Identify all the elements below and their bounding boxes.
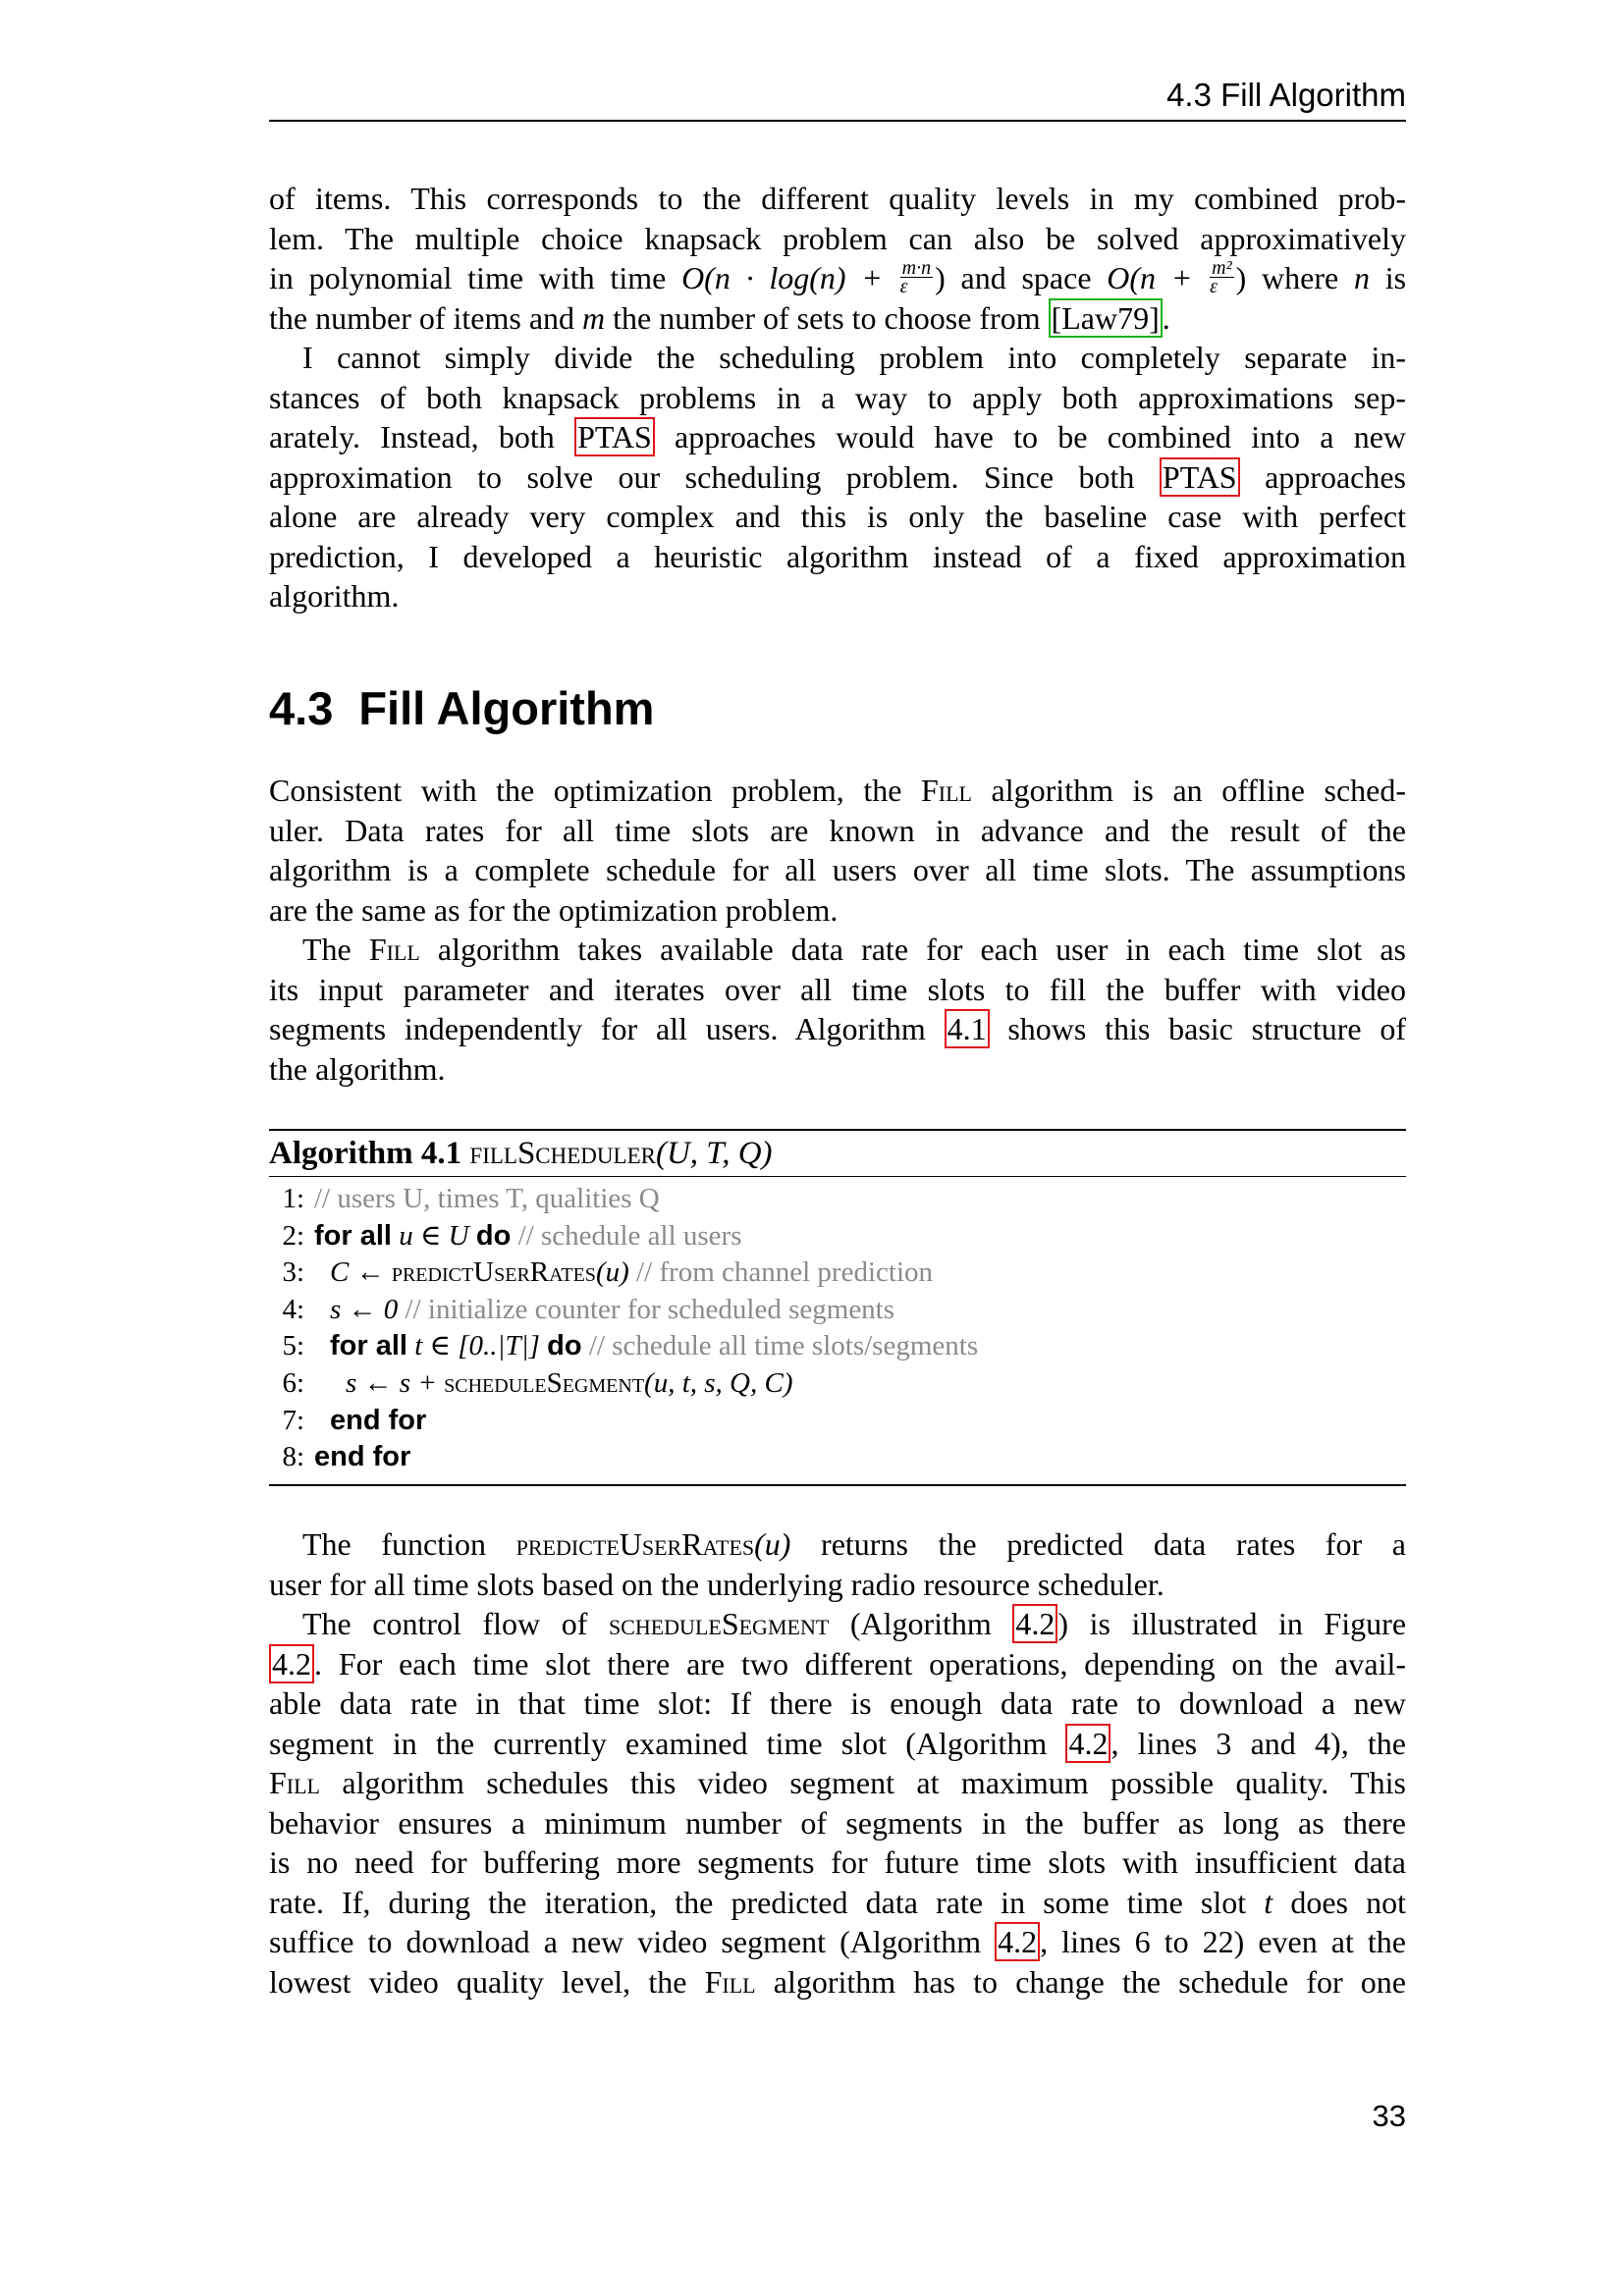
- algorithm-name: Fill: [704, 1963, 756, 2000]
- text-line: stances of both knapsack problems in a way to apply both approximations sep-: [269, 379, 1406, 415]
- algorithm-name: Fill: [368, 932, 420, 967]
- math-run: (u, t, s, Q, C): [644, 1366, 793, 1399]
- text-run: approaches would have to be combined into a new: [654, 419, 1407, 454]
- algorithm-ref-link[interactable]: 4.2: [995, 1922, 1040, 1961]
- algorithm-line: [269, 1255, 1406, 1292]
- text-run: ) is illustrated in Figure: [1057, 1606, 1407, 1641]
- section-heading: [269, 681, 654, 735]
- algorithm-ref-link[interactable]: 4.2: [1065, 1724, 1110, 1763]
- keyword: do: [547, 1330, 582, 1362]
- text-line: prediction, I developed a heuristic algorithm instead of a fixed approximation: [269, 538, 1406, 574]
- math-run: s ← 0: [330, 1293, 399, 1325]
- text-run: the number of sets to choose from: [605, 299, 1049, 336]
- function-name: predictUserRates: [391, 1256, 596, 1289]
- text-run: algorithm has to change the schedule for one: [755, 1963, 1407, 2000]
- acronym-link[interactable]: PTAS: [574, 417, 655, 456]
- text-line: algorithm.: [269, 578, 400, 614]
- algorithm-header: [269, 1131, 1406, 1177]
- text-line: [269, 457, 1406, 498]
- paragraph-6: [269, 1604, 1406, 2002]
- text-line: the algorithm.: [269, 1050, 446, 1087]
- line-number: 3:: [282, 1256, 304, 1289]
- text-line: [269, 1962, 1406, 2002]
- math-run: (u): [595, 1256, 629, 1289]
- text-run: lowest video quality level, the: [269, 1963, 705, 2000]
- math-run: t ∈ [0..|T|]: [406, 1330, 548, 1362]
- line-number: 2:: [282, 1219, 304, 1252]
- text-run: algorithm takes available data rate for each user in each time slot as: [419, 932, 1407, 967]
- algorithm-line: [269, 1365, 1406, 1403]
- section-number: 4.3: [269, 682, 334, 734]
- running-head: [269, 71, 1406, 122]
- text-run: algorithm is an offline sched-: [971, 773, 1407, 808]
- algorithm-name: Fill: [269, 1765, 320, 1800]
- math-run: O(n +: [1107, 260, 1209, 295]
- text-line: [269, 1724, 1406, 1764]
- text-line: alone are already very complex and this is only the baseline case with perfect: [269, 499, 1406, 534]
- math-run: m: [582, 299, 606, 336]
- text-run: Consistent with the optimization problem, the: [269, 773, 921, 808]
- text-run: shows this basic structure of: [989, 1011, 1407, 1046]
- line-number: 1:: [282, 1183, 304, 1214]
- text-run: , lines 6 to 22) even at the: [1040, 1924, 1407, 1959]
- text-line: uler. Data rates for all time slots are known in advance and the result of the: [269, 812, 1406, 848]
- algorithm-line: [269, 1403, 1406, 1440]
- paragraph-2: [269, 338, 1406, 616]
- line-number: 5:: [282, 1330, 304, 1362]
- text-line: [269, 1524, 1406, 1565]
- keyword: end for: [314, 1441, 411, 1473]
- text-run: suffice to download a new video segment (Algorithm: [269, 1924, 996, 1959]
- algorithm-name: Fill: [920, 773, 972, 808]
- math-run: n: [1353, 260, 1370, 295]
- fraction: [899, 257, 933, 298]
- algorithm-line: [269, 1439, 1406, 1476]
- algorithm-ref-link[interactable]: 4.2: [1012, 1604, 1057, 1643]
- algorithm-args: (U, T, Q): [655, 1136, 773, 1171]
- math-run: (u): [754, 1526, 791, 1562]
- text-run: in polynomial time with time: [269, 260, 682, 295]
- text-run: , lines 3 and 4), the: [1110, 1725, 1407, 1761]
- text-line: [269, 1763, 1406, 1803]
- text-line: is no need for buffering more segments for future time slots with insufficient data: [269, 1844, 1406, 1880]
- line-number: 4:: [282, 1293, 304, 1325]
- keyword: for all: [330, 1330, 407, 1362]
- text-run: The control flow of: [302, 1606, 609, 1641]
- paragraph-5: [269, 1524, 1406, 1604]
- fraction-numerator: m²: [1212, 257, 1232, 280]
- algorithm-line: [269, 1328, 1406, 1365]
- text-run: .: [1162, 299, 1170, 336]
- algorithm-comment: // users U, times T, qualities Q: [314, 1183, 660, 1214]
- running-head-text: 4.3 Fill Algorithm: [1166, 77, 1406, 113]
- text-run: algorithm schedules this video segment at maximum possible quality. This: [320, 1765, 1406, 1800]
- algorithm-body: [269, 1177, 1406, 1486]
- text-run: (Algorithm: [829, 1606, 1013, 1641]
- algorithm-line: [269, 1218, 1406, 1255]
- paragraph-1: [269, 179, 1406, 338]
- line-number: 6:: [282, 1366, 304, 1399]
- keyword: for all: [314, 1219, 392, 1252]
- text-line: [269, 1009, 1406, 1049]
- math-run: s ← s +: [346, 1366, 445, 1399]
- algorithm-comment: // initialize counter for scheduled segments: [398, 1293, 895, 1325]
- text-run: segments independently for all users. Algorithm: [269, 1011, 945, 1046]
- text-run: rate. If, during the iteration, the predicted data rate in some time slot: [269, 1884, 1265, 1920]
- text-run: approaches: [1239, 458, 1407, 495]
- text-run: does not: [1272, 1884, 1407, 1920]
- math-run: O(n · log(n) +: [681, 260, 898, 295]
- text-run: returns the predicted data rates for a: [790, 1526, 1407, 1562]
- page-number: 33: [1372, 2099, 1406, 2133]
- keyword: do: [475, 1219, 512, 1252]
- text-line: [269, 417, 1406, 457]
- math-run: t: [1264, 1884, 1273, 1920]
- algorithm-comment: // from channel prediction: [628, 1256, 933, 1289]
- text-line: its input parameter and iterates over all time slots to fill the buffer with video: [269, 971, 1406, 1007]
- keyword: end for: [330, 1404, 427, 1436]
- text-line: [269, 1644, 1406, 1684]
- text-run: is: [1369, 260, 1407, 295]
- text-line: algorithm is a complete schedule for all users over all time slots. The assumptions: [269, 852, 1406, 887]
- algorithm-ref-link[interactable]: 4.1: [945, 1009, 990, 1048]
- text-run: . For each time slot there are two different operations, depending on the avail-: [314, 1645, 1406, 1682]
- math-run: u ∈ U: [391, 1219, 476, 1252]
- paragraph-3: [269, 771, 1406, 930]
- text-line: user for all time slots based on the underlying radio resource scheduler.: [269, 1566, 1164, 1602]
- text-run: ) where: [1235, 260, 1354, 295]
- text-run: The function: [302, 1526, 516, 1562]
- figure-ref-link[interactable]: 4.2: [269, 1644, 314, 1683]
- text-line: lem. The multiple choice knapsack problem can also be solved approximatively: [269, 220, 1406, 256]
- algorithm-box: [269, 1129, 1406, 1486]
- algorithm-line: [269, 1181, 1406, 1218]
- fraction-denominator: ε: [899, 276, 908, 298]
- acronym-link[interactable]: PTAS: [1160, 457, 1240, 497]
- text-run: arately. Instead, both: [269, 419, 575, 454]
- text-line: able data rate in that time slot: If there is enough data rate to download a new: [269, 1685, 1406, 1721]
- text-line: of items. This corresponds to the different quality levels in my combined prob-: [269, 181, 1406, 216]
- fraction-denominator: ε: [1210, 276, 1218, 298]
- fraction-numerator: m·n: [901, 257, 932, 280]
- section-title-text: Fill Algorithm: [358, 682, 655, 734]
- function-name: scheduleSegment: [444, 1366, 645, 1399]
- text-line: [269, 298, 1406, 339]
- function-name: scheduleSegment: [608, 1606, 830, 1641]
- fraction: [1210, 257, 1233, 298]
- algorithm-function-name: fillScheduler: [469, 1136, 656, 1171]
- math-run: C ←: [330, 1256, 392, 1289]
- algorithm-line: [269, 1292, 1406, 1329]
- text-line: I cannot simply divide the scheduling problem into completely separate in-: [302, 340, 1406, 375]
- text-line: [269, 1922, 1406, 1962]
- line-number: 7:: [282, 1404, 304, 1436]
- algorithm-comment: // schedule all users: [511, 1219, 742, 1252]
- citation-link[interactable]: [Law79]: [1049, 298, 1163, 338]
- text-line: [269, 771, 1406, 811]
- text-run: approximation to solve our scheduling problem. Since both: [269, 458, 1160, 495]
- text-run: The: [302, 932, 369, 967]
- text-run: segment in the currently examined time slot (Algorithm: [269, 1725, 1066, 1761]
- text-line: [269, 1883, 1406, 1923]
- line-number: 8:: [282, 1441, 304, 1473]
- function-name: predicteUserRates: [515, 1526, 755, 1562]
- text-line: behavior ensures a minimum number of segments in the buffer as long as there: [269, 1804, 1406, 1841]
- algorithm-comment: // schedule all time slots/segments: [581, 1330, 979, 1362]
- text-line: [269, 930, 1406, 970]
- text-run: the number of items and: [269, 299, 583, 336]
- text-line: [269, 1604, 1406, 1644]
- text-line: are the same as for the optimization problem.: [269, 891, 839, 928]
- paragraph-4: [269, 930, 1406, 1089]
- text-run: ) and space: [935, 260, 1108, 295]
- text-line: [269, 258, 1406, 298]
- algorithm-label: Algorithm 4.1: [269, 1136, 462, 1171]
